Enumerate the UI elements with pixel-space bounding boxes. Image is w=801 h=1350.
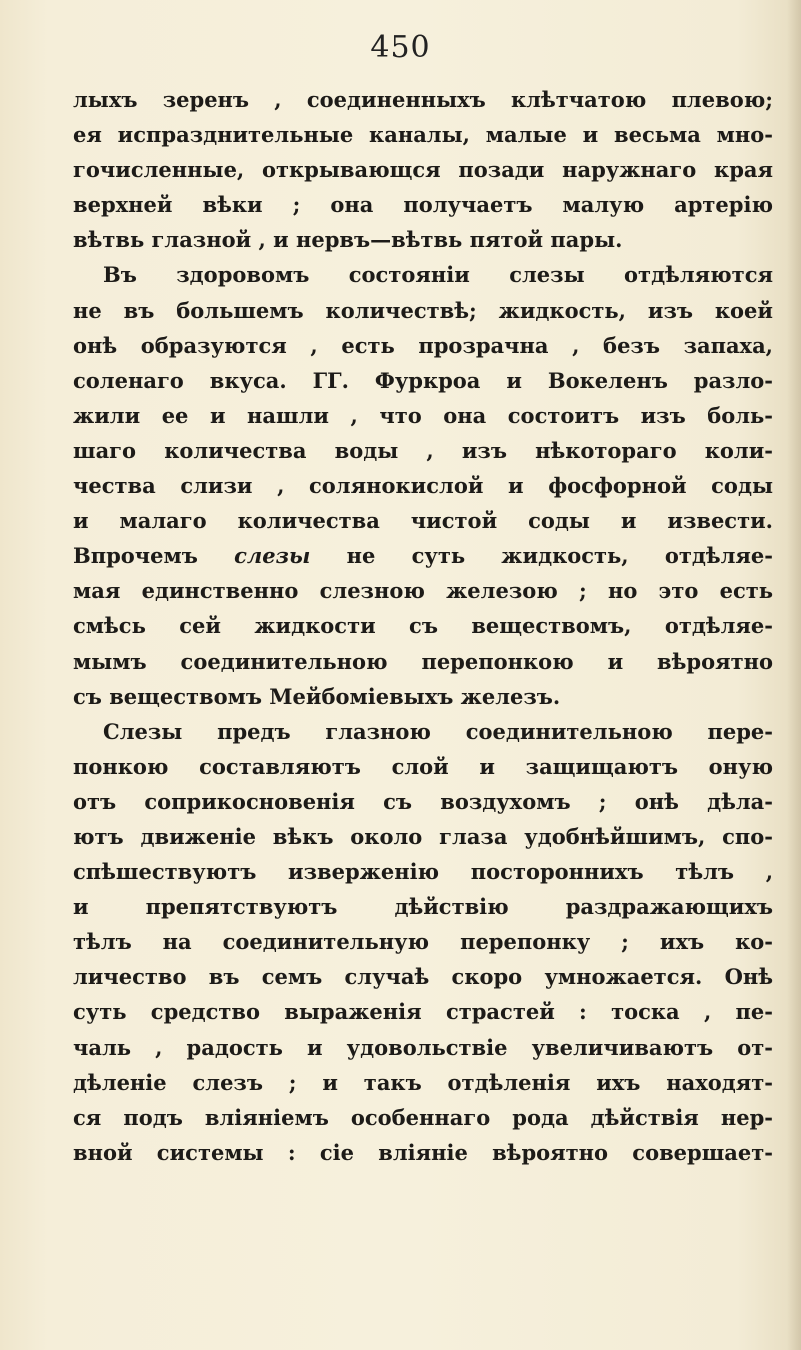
text-line: понкою составляютъ слой и защищаютъ оную (73, 753, 773, 779)
text-line: соленаго вкуса. ГГ. Фуркроа и Вокеленъ разло- (73, 367, 773, 393)
text-line: мая единственно слезною железою ; но это есть (73, 578, 773, 604)
text-line: чаль , радость и удовольствіе увеличиваютъ от- (73, 1034, 773, 1060)
page-number: 450 (370, 30, 431, 65)
text-line: вной системы : сіе вліяніе вѣроятно совершает- (73, 1139, 773, 1165)
text-line: отъ соприкосновенія съ воздухомъ ; онѣ дѣла- (73, 788, 773, 814)
text-line: ютъ движеніе вѣкъ около глаза удобнѣйшимъ, спо- (73, 823, 773, 849)
text-line: чества слизи , солянокислой и фосфорной соды (73, 473, 773, 499)
text-line: суть средство выраженія страстей : тоска , пе- (73, 999, 773, 1025)
text-line: верхней вѣки ; она получаетъ малую артерію (73, 192, 773, 218)
paragraph-first-line: Слезы предъ глазною соединительною пере- (103, 718, 773, 744)
text-line: дѣленіе слезъ ; и такъ отдѣленія ихъ находят- (73, 1069, 773, 1095)
text-line: мымъ соединительною перепонкою и вѣроятно (73, 648, 773, 674)
body-text (73, 82, 773, 1170)
emphasized-word: слезы (234, 543, 311, 569)
text-line-with-emphasis (73, 538, 773, 573)
text-line: шаго количества воды , изъ нѣкотораго коли- (73, 437, 773, 463)
text-line: гочисленные, открывающся позади наружнаго края (73, 157, 773, 183)
text-line: не въ большемъ количествѣ; жидкость, изъ коей (73, 297, 773, 323)
text-line: и препятствуютъ дѣйствію раздражающихъ (73, 894, 773, 920)
text-line: съ веществомъ Мейбоміевыхъ железъ. (73, 683, 561, 709)
text-line: вѣтвь глазной , и нервъ—вѣтвь пятой пары. (73, 227, 623, 253)
text-line: ся подъ вліяніемъ особеннаго рода дѣйствія нер- (73, 1104, 773, 1130)
text-line: спѣшествуютъ изверженію постороннихъ тѣлъ , (73, 859, 773, 885)
text-line: и малаго количества чистой соды и извести. (73, 508, 773, 534)
text-fragment: Впрочемъ (73, 543, 198, 569)
paragraph-first-line: Въ здоровомъ состояніи слезы отдѣляются (103, 262, 773, 288)
text-line: тѣлъ на соединительную перепонку ; ихъ ко- (73, 929, 773, 955)
text-line: онѣ образуются , есть прозрачна , безъ запаха, (73, 332, 773, 358)
text-fragment: не суть жидкость, отдѣляе- (346, 543, 773, 569)
page-edge-shadow (787, 0, 801, 1350)
text-line: лыхъ зеренъ , соединенныхъ клѣтчатою плевою; (73, 87, 773, 112)
text-line: смѣсь сей жидкости съ веществомъ, отдѣляе- (73, 613, 773, 639)
text-line: личество въ семъ случаѣ скоро умножается. Онѣ (73, 964, 773, 990)
text-line: ея испразднительные каналы, малые и весьма мно- (73, 122, 773, 148)
text-line: жили ее и нашли , что она состоитъ изъ боль- (73, 402, 773, 428)
